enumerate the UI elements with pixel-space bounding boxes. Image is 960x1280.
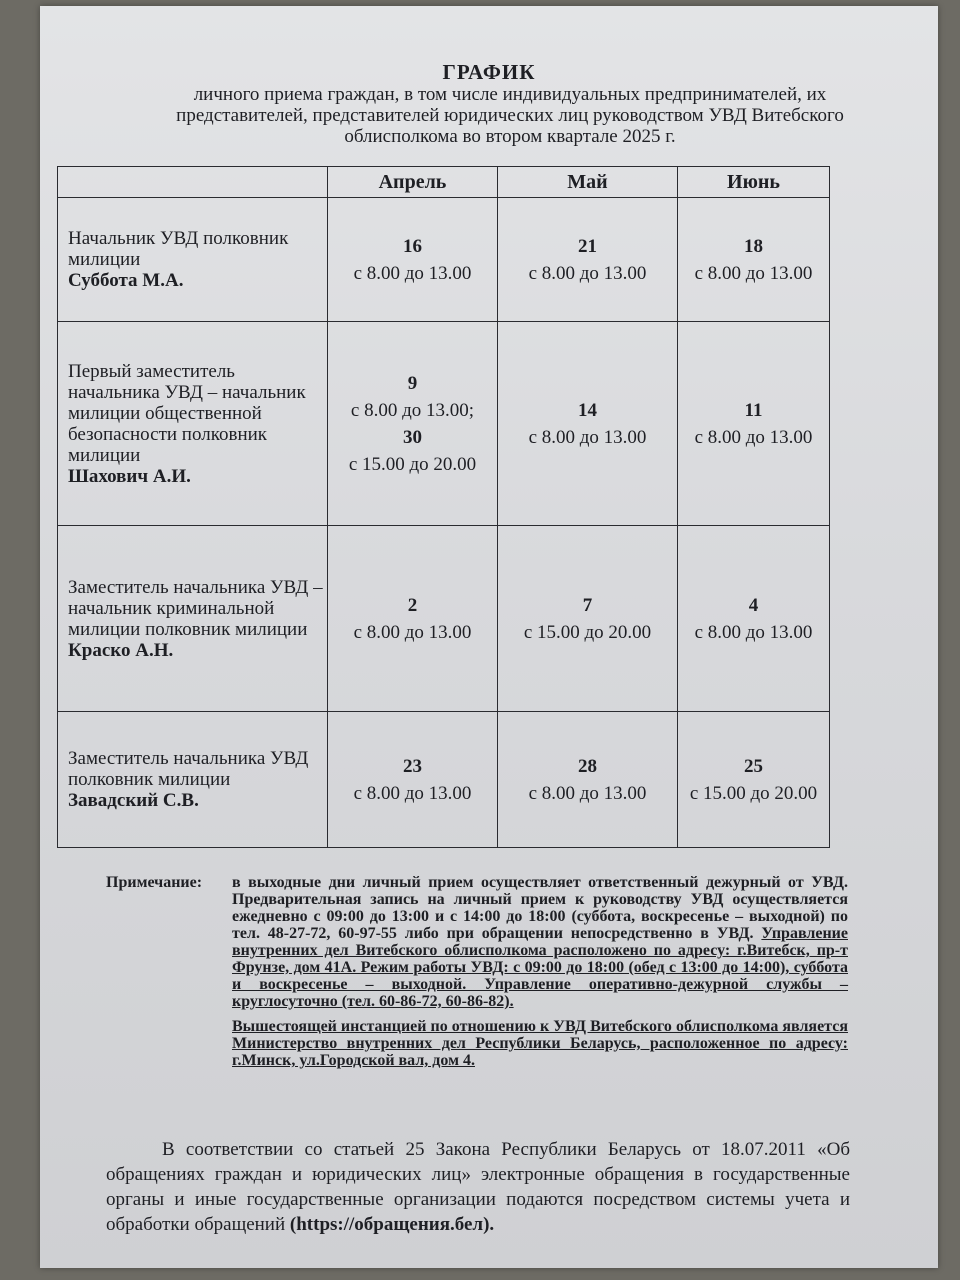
schedule-table (57, 166, 830, 848)
reception-day: 25 (744, 755, 763, 777)
header-april: Апрель (328, 167, 498, 198)
reception-cell (498, 198, 678, 322)
official-name: Краско А.Н. (68, 639, 174, 661)
reception-day: 21 (578, 235, 597, 257)
reception-cell (678, 526, 830, 712)
reception-day: 16 (403, 235, 422, 257)
footer-paragraph (106, 1137, 850, 1237)
reception-time: с 8.00 до 13.00 (353, 621, 472, 643)
note-superior-authority: Вышестоящей инстанцией по отношению к УВД Витебского облисполкома является Министерство внутренних дел Республики Беларусь, расположенное по адресу: г.Минск, ул.Городской вал, дом 4. (232, 1018, 848, 1069)
official-position: Заместитель начальника УВД – начальник криминальной милиции полковник милиции (68, 576, 323, 640)
reception-day: 14 (578, 399, 597, 421)
reception-cell (678, 712, 830, 848)
reception-day: 4 (748, 594, 759, 616)
reception-cell (328, 712, 498, 848)
reception-cell (328, 526, 498, 712)
reception-time: с 8.00 до 13.00 (694, 621, 813, 643)
reception-time: с 8.00 до 13.00; (350, 399, 475, 421)
reception-time: с 8.00 до 13.00 (353, 782, 472, 804)
table-row (58, 322, 830, 526)
reception-time: с 8.00 до 13.00 (528, 782, 647, 804)
reception-day: 11 (744, 399, 763, 421)
reception-day: 2 (407, 594, 418, 616)
official-position: Первый заместитель начальника УВД – начальник милиции общественной безопасности полковник милиции (68, 360, 306, 466)
note-block (106, 874, 848, 1069)
reception-cell (498, 322, 678, 526)
reception-cell (678, 322, 830, 526)
reception-time: с 8.00 до 13.00 (694, 262, 813, 284)
reception-day: 18 (744, 235, 763, 257)
reception-day: 23 (403, 755, 422, 777)
official-cell (58, 526, 328, 712)
document-subtitle: личного приема граждан, в том числе индивидуальных предпринимателей, их представителей, представителей юридических лиц руководством УВД Витебского облисполкома во втором квартале 2025 г. (176, 84, 844, 147)
table-header-row (58, 167, 830, 198)
reception-cell (498, 526, 678, 712)
official-name: Суббота М.А. (68, 270, 184, 291)
reception-cell (328, 198, 498, 322)
note-address-text: Управление внутренних дел Витебского облисполкома расположено по адресу: г.Витебск, пр-т Фрунзе, дом 41А. Режим работы УВД: с 09:00 до 18:00 (обед с 13:00 до 14:00), суббота и воскресенье – выходной. Управление оперативно-дежурной службы – круглосуточно (тел. 60-86-72, 60-86-82). (232, 925, 848, 1010)
reception-cell (498, 712, 678, 848)
reception-time: с 8.00 до 13.00 (528, 262, 647, 284)
table-row (58, 526, 830, 712)
reception-day: 9 (407, 372, 418, 394)
header-may: Май (498, 167, 678, 198)
note-body (232, 874, 848, 1010)
table-row (58, 712, 830, 848)
note-label: Примечание: (106, 874, 203, 891)
table-row (58, 198, 830, 322)
official-name: Шахович А.И. (68, 465, 191, 487)
official-position: Начальник УВД полковник милиции (68, 228, 289, 270)
header-june: Июнь (678, 167, 830, 198)
reception-day-2: 30 (403, 426, 422, 448)
reception-day: 28 (578, 755, 597, 777)
reception-cell (328, 322, 498, 526)
official-name: Завадский С.В. (68, 790, 199, 811)
official-position: Заместитель начальника УВД полковник милиции (68, 748, 309, 790)
reception-time: с 8.00 до 13.00 (528, 426, 647, 448)
reception-time: с 8.00 до 13.00 (353, 262, 472, 284)
reception-time: с 15.00 до 20.00 (689, 782, 818, 804)
header-empty (58, 167, 328, 198)
footer-text: В соответствии со статьей 25 Закона Республики Беларусь от 18.07.2011 «Об обращениях граждан и юридических лиц» электронные обращения в государственные органы и иные государственные организации подаются посредством системы учета и обработки обращений (106, 1139, 850, 1235)
reception-time: с 8.00 до 13.00 (694, 426, 813, 448)
note-text: в выходные дни личный прием осуществляет ответственный дежурный от УВД. Предварительная запись на личный прием к руководству УВД осуществляется ежедневно с 09:00 до 13:00 и с 14:00 до 18:00 (суббота, воскресенье – выходной) по тел. 48-27-72, 60-97-55 либо при обращении непосредственно в УВД. (232, 874, 848, 942)
official-cell (58, 322, 328, 526)
reception-day: 7 (582, 594, 593, 616)
official-cell (58, 712, 328, 848)
reception-cell (678, 198, 830, 322)
document-title: ГРАФИК (442, 60, 536, 84)
footer-link: (https://обращения.бел). (289, 1214, 495, 1235)
reception-time: с 15.00 до 20.00 (523, 621, 652, 643)
reception-time-2: с 15.00 до 20.00 (348, 453, 477, 475)
official-cell (58, 198, 328, 322)
